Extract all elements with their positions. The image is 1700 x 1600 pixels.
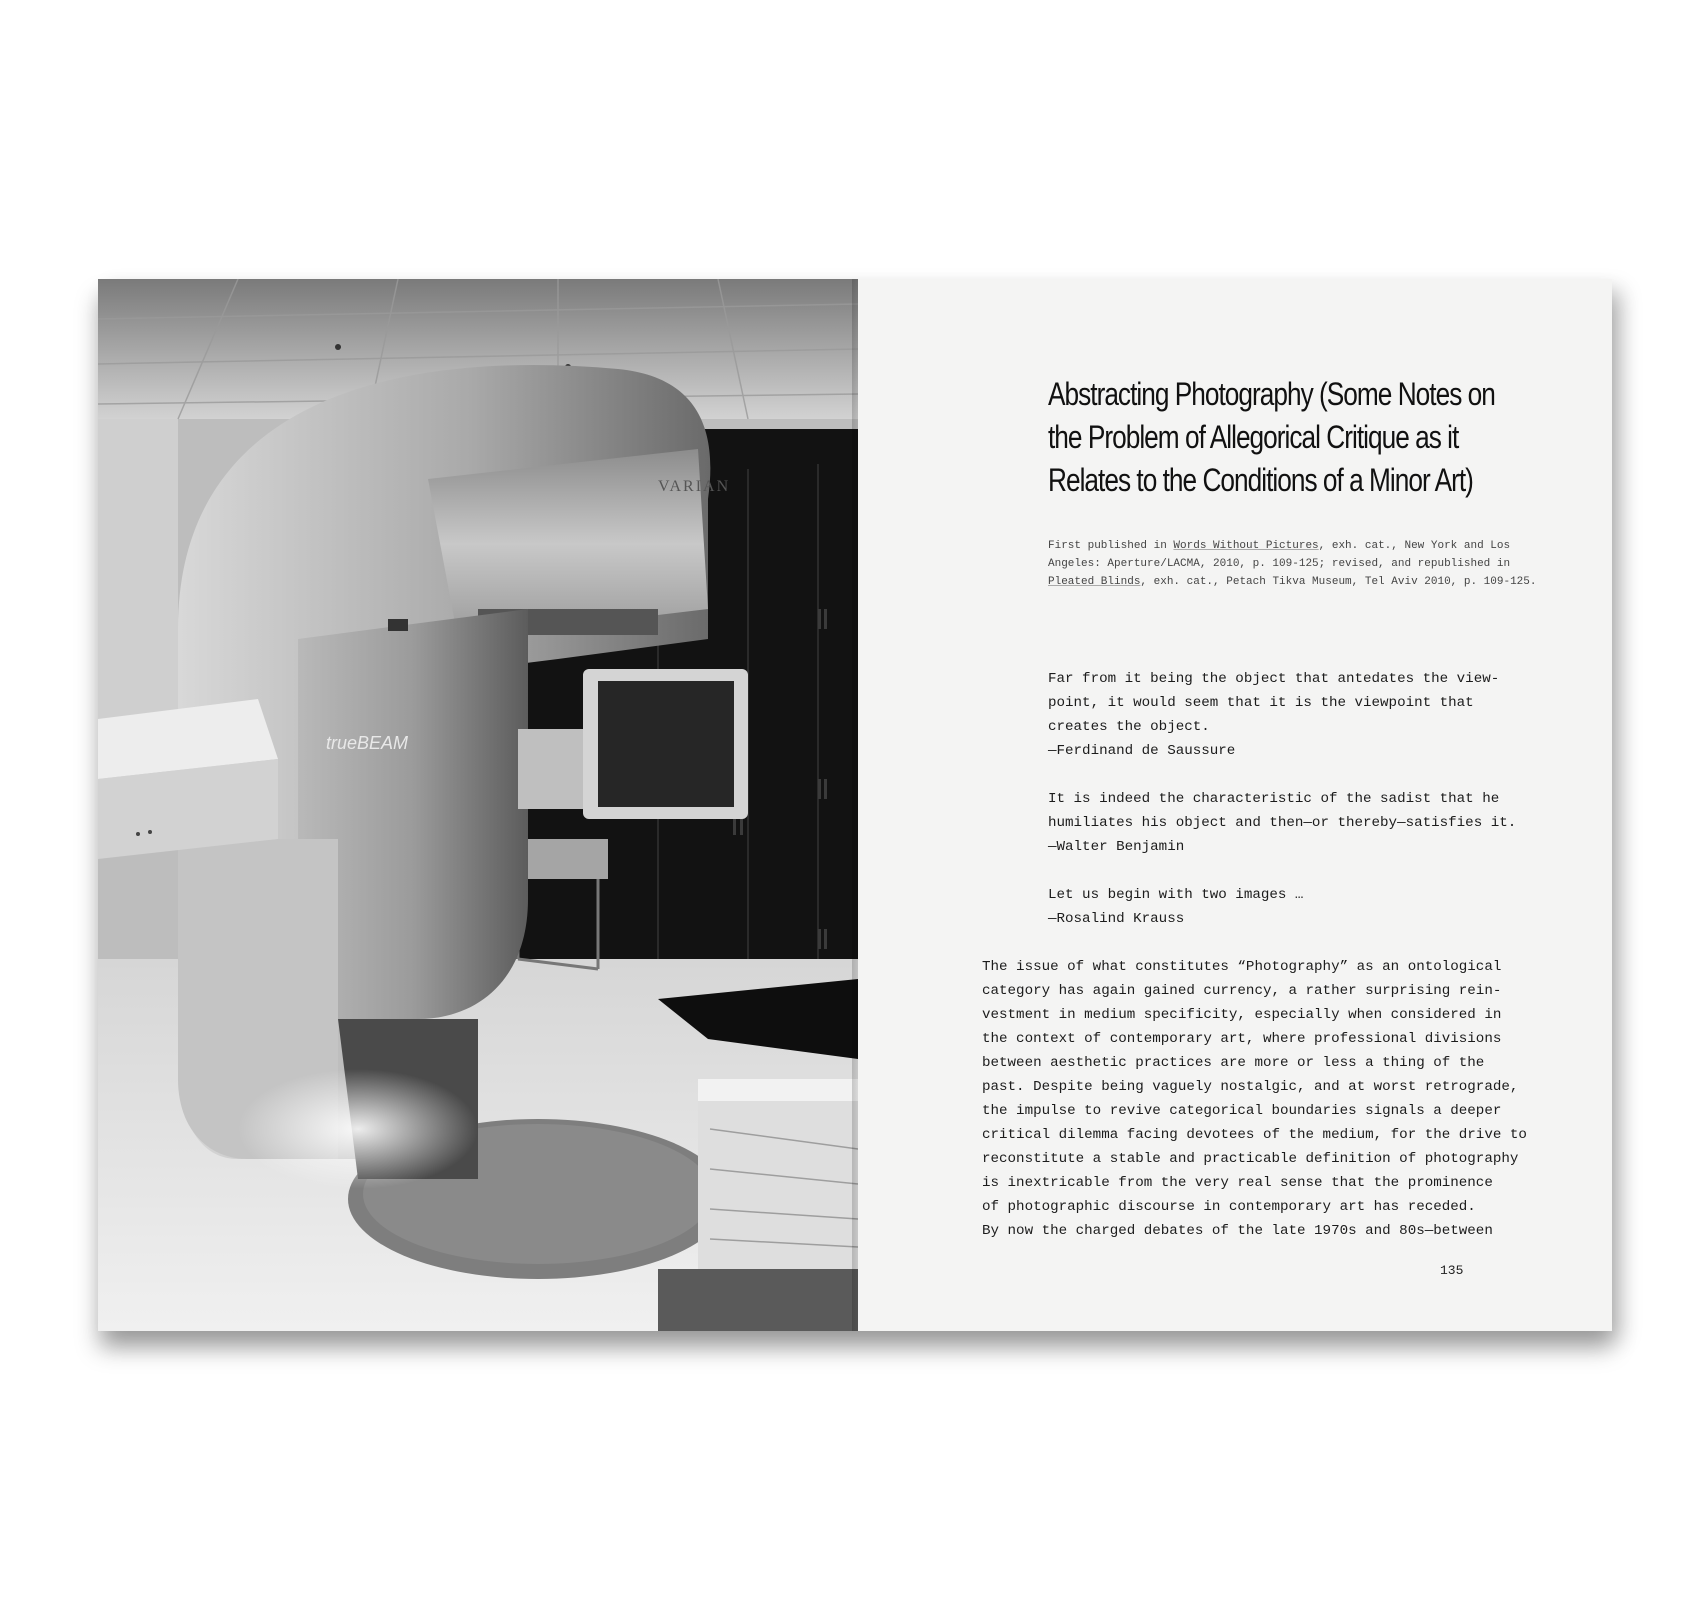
page-number: 135 [1440, 1263, 1464, 1278]
epigraph-text: Let us begin with two images … [1048, 887, 1304, 903]
epigraph-attribution: —Rosalind Krauss [1048, 911, 1185, 927]
epigraph-saussure [1048, 667, 1538, 763]
source-note [1048, 537, 1548, 591]
source-ref-words-without-pictures: Words Without Pictures [1173, 540, 1319, 552]
right-page-text [858, 279, 1612, 1331]
epigraph-benjamin [1048, 787, 1538, 859]
epigraphs [1048, 667, 1538, 955]
varian-logo: VARIAN [658, 478, 731, 495]
truebeam-logo: trueBEAM [326, 733, 409, 753]
body-paragraph: The issue of what constitutes “Photography” as an ontological category has again gained currency, a rather surprising rein- vestment in medium specificity, especially when considered in the context of contemporary art, where professional divisions between aesthetic practices are more or less a thing of the past. Despite being vaguely nostalgic, and at worst retrograde, the impulse to revive categorical boundaries signals a deeper critical dilemma facing devotees of the medium, for the drive to reconstitute a stable and practicable definition of photography is inextricable from the very real sense that the prominence of photographic discourse in contemporary art has receded. By now the charged debates of the late 1970s and 80s—between [982, 959, 1527, 1239]
epigraph-text: Far from it being the object that antedates the view- point, it would seem that it is the viewpoint that creates the object. [1048, 671, 1500, 735]
linear-accelerator-photo [98, 279, 858, 1331]
source-note-suffix: , exh. cat., Petach Tikva Museum, Tel Aviv 2010, p. 109-125. [1140, 576, 1537, 588]
source-ref-pleated-blinds: Pleated Blinds [1048, 576, 1141, 588]
source-note-middle: , exh. cat., New York and Los Angeles: Aperture/LACMA, 2010, p. 109-125; revised, and republished in [1048, 540, 1511, 570]
chapter-title: Abstracting Photography (Some Notes on the Problem of Allegorical Critique as it Relates to the Conditions of a Minor Art) [1048, 376, 1495, 498]
epigraph-text: It is indeed the characteristic of the sadist that he humiliates his object and then—or thereby—satisfies it. [1048, 791, 1517, 831]
left-page-photograph [98, 279, 858, 1331]
open-book-spread [98, 279, 1612, 1331]
epigraph-krauss [1048, 883, 1538, 931]
source-note-prefix: First published in [1048, 540, 1174, 552]
epigraph-attribution: —Walter Benjamin [1048, 839, 1185, 855]
epigraph-attribution: —Ferdinand de Saussure [1048, 743, 1236, 759]
